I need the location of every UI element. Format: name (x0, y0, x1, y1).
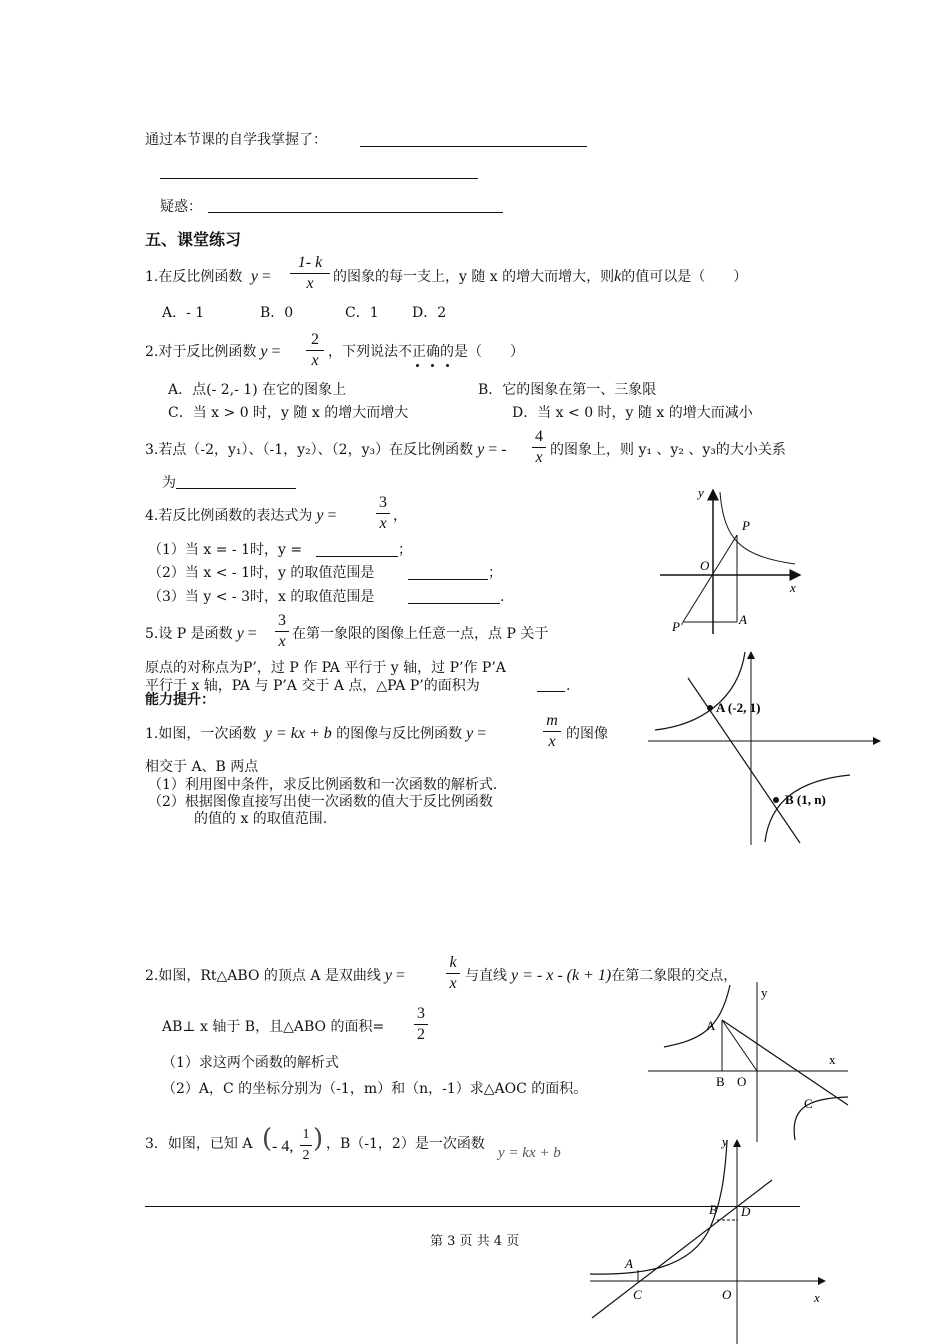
fig3-label-c: C (804, 1096, 813, 1111)
fig1-label-o: O (700, 558, 710, 573)
a2-line2: AB⊥ x 轴于 B，且△ABO 的面积= (162, 1019, 385, 1035)
a3-stem-rest: ，B（-1，2）是一次函数 (326, 1136, 485, 1152)
q5-stem-rest: 在第一象限的图像上任意一点，点 P 关于 (292, 626, 549, 642)
q1-option-b[interactable]: B．0 (260, 305, 294, 321)
fig2-label-a: A (-2, 1) (716, 700, 761, 715)
ability-title: 能力提升： (145, 692, 215, 708)
paren-left: ( (262, 1124, 273, 1154)
a1-part-3: 的值的 x 的取值范围. (194, 811, 328, 827)
fig2-label-b: B (1, n) (785, 792, 826, 807)
fig1-label-p: P (742, 518, 750, 533)
fig1-label-y: y (698, 485, 704, 500)
q5-line2: 原点的对称点为P’，过 P 作 PA 平行于 y 轴，过 P’作 P’A (145, 660, 506, 676)
q4-part-1: （1）当 x = - 1时，y = (148, 542, 303, 558)
page-number: 第 3 页 共 4 页 (430, 1234, 520, 1249)
mastered-label: 通过本节课的自学我掌握了： (145, 132, 327, 148)
q1-stem: 1.在反比例函数 y = (145, 268, 271, 285)
doubt-label: 疑惑： (160, 199, 202, 215)
q5-stem: 5.设 P 是函数 y = (145, 625, 257, 642)
fig4-label-d: D (741, 1204, 751, 1219)
q3-fraction: 4 x (532, 428, 546, 467)
fig4-label-o: O (722, 1287, 732, 1302)
fig4-label-c: C (633, 1287, 642, 1302)
fig3-label-o: O (737, 1074, 747, 1089)
fig1-label-pp: P' (672, 619, 683, 634)
q1-stem-rest: 的图象的每一支上，y 随 x 的增大而增大，则k的值可以是（ ） (333, 268, 748, 285)
a1-part-1: （1）利用图中条件，求反比例函数和一次函数的解析式. (148, 777, 498, 793)
paren-right: ) (313, 1124, 324, 1154)
q3-stem-rest: 的图象上，则 y₁ 、y₂ 、y₃的大小关系 (550, 442, 786, 458)
a2-stem-rest: 与直线 y = - x - (k + 1)在第二象限的交点， (465, 967, 738, 984)
q5-fraction: 3 x (275, 612, 289, 651)
fig4-label-b: B (709, 1202, 717, 1217)
fig1-label-x: x (790, 580, 796, 595)
q2-option-b[interactable]: B．它的图象在第一、三象限 (478, 382, 657, 398)
fig4-label-x: x (814, 1290, 820, 1305)
q1-fraction: 1- k x (290, 254, 330, 293)
fig1-label-a: A (739, 612, 747, 627)
fig3-label-x: x (829, 1052, 836, 1067)
q2-fraction: 2 x (306, 331, 324, 370)
fig3-label-a: A (706, 1018, 716, 1033)
fig4-curve (590, 1140, 727, 1274)
section-title: 五、课堂练习 (145, 230, 242, 249)
fig4-label-y: y (722, 1134, 728, 1149)
q1-option-c[interactable]: C．1 (345, 305, 379, 321)
q2-stem: 2.对于反比例函数 y = (145, 343, 281, 360)
a3-coord-left: - 4, (272, 1138, 294, 1155)
q4-part-2: （2）当 x < - 1时，y 的取值范围是 (148, 565, 375, 581)
a3-line-eq: y = kx + b (498, 1145, 561, 1161)
q1-option-d[interactable]: D．2 (412, 305, 447, 321)
q2-stem-rest: ，下列说法不正确的是（ ） (328, 344, 524, 360)
q2-option-c[interactable]: C．当 x > 0 时，y 随 x 的增大而增大 (168, 405, 409, 421)
a3-fraction: 1 2 (300, 1126, 312, 1165)
fig3-label-y: y (761, 985, 768, 1000)
a2-part-1: （1）求这两个函数的解析式 (162, 1055, 339, 1071)
fig4-label-a: A (625, 1256, 633, 1271)
a1-line2: 相交于 A、B 两点 (145, 759, 259, 775)
a3-stem: 3．如图，已知 A (145, 1136, 253, 1152)
q2-option-a[interactable]: A．点(- 2,- 1) 在它的图象上 (168, 382, 347, 398)
a2-fraction: k x (446, 954, 460, 993)
fig4-line (592, 1180, 772, 1318)
q4-stem: 4.若反比例函数的表达式为 y = (145, 507, 337, 524)
q4-part-3: （3）当 y < - 3时，x 的取值范围是 (148, 589, 375, 605)
q3-stem: 3.若点（-2，y₁）、（-1，y₂）、（2，y₃）在反比例函数 y = - (145, 441, 507, 458)
q3-line2: 为 (162, 475, 176, 491)
a2-stem: 2.如图，Rt△ABO 的顶点 A 是双曲线 y = (145, 967, 406, 984)
q4-fraction: 3 x (376, 494, 390, 533)
a2-area-fraction: 3 2 (414, 1005, 428, 1044)
fig3-label-b: B (716, 1074, 725, 1089)
a1-stem: 1.如图，一次函数 y = kx + b 的图像与反比例函数 y = (145, 725, 487, 742)
a1-part-2: （2）根据图像直接写出使一次函数的值大于反比例函数 (148, 794, 493, 810)
a2-part-2: （2）A，C 的坐标分别为（-1，m）和（n，-1）求△AOC 的面积。 (162, 1081, 588, 1097)
q2-option-d[interactable]: D．当 x < 0 时，y 随 x 的增大而减小 (512, 405, 753, 421)
q1-option-a[interactable]: A．- 1 (162, 305, 205, 321)
a1-fraction: m x (543, 712, 561, 751)
q5-line3: 平行于 x 轴，PA 与 P’A 交于 A 点，△PA P’的面积为 (145, 678, 480, 694)
